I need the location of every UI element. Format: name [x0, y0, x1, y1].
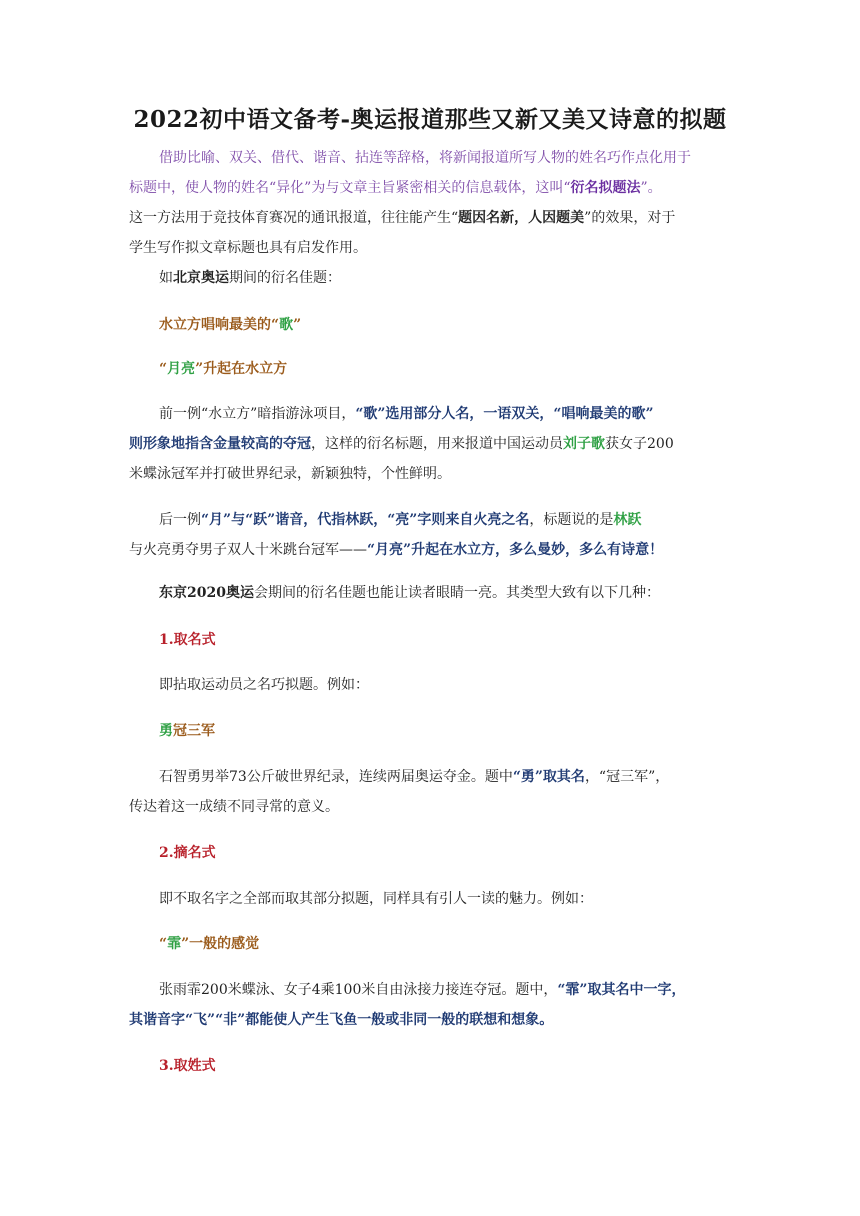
intro-line-4: 学生写作拟文章标题也具有启发作用。: [129, 240, 367, 256]
section-heading-3: 3.取姓式: [159, 1058, 216, 1074]
section-2-explanation: 张雨霏200米蝶泳、女子4乘100米自由泳接力接连夺冠。题中，“霏”取其名中一字， 其谐音字“飞”“非”都能使人产生飞鱼一般或非同一般的联想和想象。: [129, 982, 686, 1028]
page-title: 2022初中语文备考-奥运报道那些又新又美又诗意的拟题: [133, 106, 727, 133]
explanation-paragraph-1: 前一例“水立方”暗指游泳项目，“歌”选用部分人名，一语双关，“唱响最美的歌” 则形象地指含金量较高的夺冠，这样的衍名标题，用来报道中国运动员刘子歌获女子200 米蝶泳冠军并打破世界纪录，新颖独特，个性鲜明。: [129, 406, 674, 482]
intro-paragraph: [129, 143, 732, 293]
section-heading-1: 1.取名式: [159, 632, 216, 648]
section-1-description: 即拈取运动员之名巧拟题。例如：: [159, 677, 369, 693]
beijing-intro-line: 如北京奥运期间的衍名佳题：: [159, 270, 341, 286]
section-1-explanation: 石智勇男举73公斤破世界纪录，连续两届奥运夺金。题中“勇”取其名，“冠三军”， 传达着这一成绩不同寻常的意义。: [129, 769, 670, 815]
explanation-paragraph-2: 后一例“月”与“跃”谐音，代指林跃，“亮”字则来自火亮之名，标题说的是林跃 与火亮勇夺男子双人十米跳台冠军——“月亮”升起在水立方，多么曼妙，多么有诗意！: [129, 512, 664, 558]
example-title-fei: “霏”一般的感觉: [159, 936, 260, 952]
intro-line-3: 这一方法用于竞技体育赛况的通讯报道，往往能产生“题因名新，人因题美”的效果，对于: [129, 210, 676, 226]
intro-line-2: 标题中，使人物的姓名“异化”为与文章主旨紧密相关的信息载体，这叫“衍名拟题法”。: [129, 180, 662, 196]
section-heading-2: 2.摘名式: [159, 845, 216, 861]
section-2-description: 即不取名字之全部而取其部分拟题，同样具有引人一读的魅力。例如：: [159, 891, 593, 907]
intro-line-1: 借助比喻、双关、借代、谐音、拈连等辞格，将新闻报道所写人物的姓名巧作点化用于: [159, 150, 691, 166]
example-title-2: “月亮”升起在水立方: [159, 361, 288, 377]
tokyo-intro-paragraph: 东京2020奥运会期间的衍名佳题也能让读者眼睛一亮。其类型大致有以下几种：: [159, 585, 660, 601]
example-title-1: 水立方唱响最美的“歌”: [159, 317, 302, 333]
example-title-yong: 勇冠三军: [159, 723, 215, 739]
